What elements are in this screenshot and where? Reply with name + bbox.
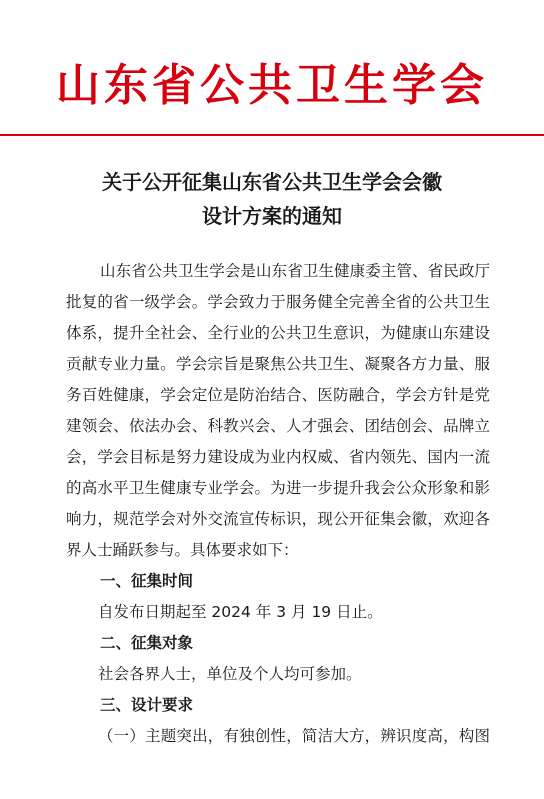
notice-title-line-2: 设计方案的通知 [202, 204, 342, 228]
intro-line: 响力，规范学会对外交流宣传标识，现公开征集会徽，欢迎各 [66, 510, 490, 528]
masthead-org-name: 山东省公共卫生学会 [56, 60, 488, 111]
section-body-participants: 社会各界人士，单位及个人均可参加。 [98, 665, 362, 683]
section-heading-time: 一、征集时间 [100, 572, 194, 590]
masthead-divider [0, 134, 544, 136]
notice-title-line-1: 关于公开征集山东省公共卫生学会会徽 [102, 170, 442, 194]
intro-line: 务百姓健康，学会定位是防治结合、医防融合，学会方针是党 [66, 386, 490, 404]
section-body-requirements: （一）主题突出，有独创性，简洁大方，辨识度高，构图 [98, 727, 490, 745]
intro-line: 的高水平卫生健康专业学会。为进一步提升我会公众形象和影 [66, 479, 490, 497]
intro-line: 批复的省一级学会。学会致力于服务健全完善全省的公共卫生 [66, 293, 490, 311]
section-body-time: 自发布日期起至 2024 年 3 月 19 日止。 [98, 603, 383, 621]
intro-line: 会，学会目标是努力建设成为业内权威、省内领先、国内一流 [66, 448, 490, 466]
intro-line: 建领会、依法办会、科教兴会、人才强会、团结创会、品牌立 [66, 417, 490, 435]
intro-line: 体系，提升全社会、全行业的公共卫生意识，为健康山东建设 [66, 324, 490, 342]
section-heading-participants: 二、征集对象 [100, 634, 194, 652]
intro-line: 山东省公共卫生学会是山东省卫生健康委主管、省民政厅 [100, 262, 490, 280]
section-heading-requirements: 三、设计要求 [100, 696, 194, 714]
intro-line: 界人士踊跃参与。具体要求如下： [66, 541, 299, 559]
intro-line: 贡献专业力量。学会宗旨是聚焦公共卫生、凝聚各方力量、服 [66, 355, 490, 373]
